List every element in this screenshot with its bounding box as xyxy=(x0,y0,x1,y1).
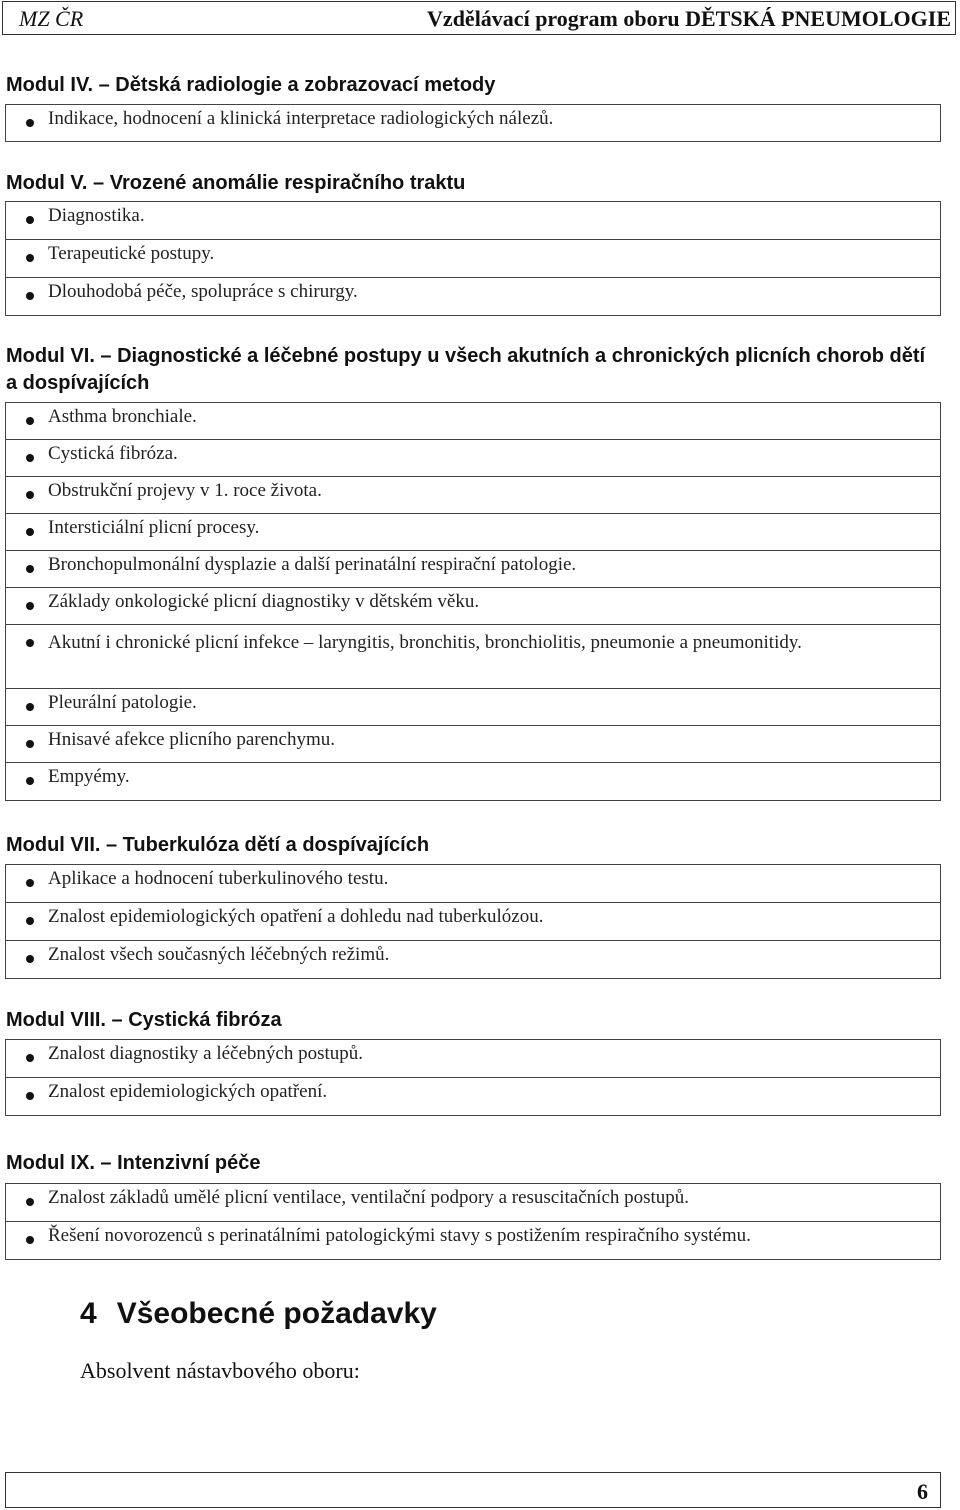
bullet-icon xyxy=(26,254,34,262)
bullet-icon xyxy=(26,917,34,925)
module-vii-list xyxy=(5,864,941,979)
bullet-icon xyxy=(26,1198,34,1206)
list-item: Terapeutické postupy. xyxy=(6,240,941,278)
section-title-text: Všeobecné požadavky xyxy=(116,1297,437,1330)
module-heading-vi: Modul VI. – Diagnostické a léčebné postupy u všech akutních a chronických plicních chorob dětí a dospívajících xyxy=(6,345,926,394)
list-item: Indikace, hodnocení a klinická interpretace radiologických nálezů. xyxy=(6,105,941,142)
bullet-icon xyxy=(26,454,34,462)
header-program-title: Vzdělávací program oboru DĚTSKÁ PNEUMOLOGIE xyxy=(427,6,951,31)
list-item: Dlouhodobá péče, spolupráce s chirurgy. xyxy=(6,278,941,316)
bullet-icon xyxy=(26,528,34,536)
bullet-icon xyxy=(26,777,34,785)
list-item: Pleurální patologie. xyxy=(6,689,941,726)
bullet-icon xyxy=(26,417,34,425)
module-vi-list xyxy=(5,402,941,801)
module-heading-v: Modul V. – Vrozené anomálie respiračního traktu xyxy=(6,172,466,194)
bullet-icon xyxy=(26,491,34,499)
list-item: Bronchopulmonální dysplazie a další perinatální respirační patologie. xyxy=(6,551,941,588)
list-item: Asthma bronchiale. xyxy=(6,403,941,440)
bullet-icon xyxy=(26,703,34,711)
list-item: Hnisavé afekce plicního parenchymu. xyxy=(6,726,941,763)
section-title xyxy=(80,1297,437,1331)
bullet-icon xyxy=(26,639,34,647)
module-viii-list xyxy=(5,1039,941,1116)
list-item: Empyémy. xyxy=(6,763,941,801)
module-heading-iv: Modul IV. – Dětská radiologie a zobrazovací metody xyxy=(6,74,496,96)
list-item: Intersticiální plicní procesy. xyxy=(6,514,941,551)
bullet-icon xyxy=(26,955,34,963)
page-header xyxy=(2,1,956,35)
bullet-icon xyxy=(26,1236,34,1244)
intro-text: Absolvent nástavbového oboru: xyxy=(80,1358,360,1383)
bullet-icon xyxy=(26,879,34,887)
bullet-icon xyxy=(26,740,34,748)
list-item: Cystická fibróza. xyxy=(6,440,941,477)
list-item: Obstrukční projevy v 1. roce života. xyxy=(6,477,941,514)
module-heading-ix: Modul IX. – Intenzivní péče xyxy=(6,1152,261,1174)
bullet-icon xyxy=(26,602,34,610)
list-item: Znalost základů umělé plicní ventilace, ventilační podpory a resuscitačních postupů. xyxy=(6,1184,941,1222)
module-iv-list xyxy=(5,104,941,142)
bullet-icon xyxy=(26,1054,34,1062)
list-item: Znalost epidemiologických opatření a dohledu nad tuberkulózou. xyxy=(6,903,941,941)
list-item: Diagnostika. xyxy=(6,202,941,240)
list-item: Znalost všech současných léčebných režimů. xyxy=(6,941,941,979)
list-item: Znalost diagnostiky a léčebných postupů. xyxy=(6,1040,941,1078)
list-item: Řešení novorozenců s perinatálními patologickými stavy s postižením respiračního systému. xyxy=(6,1222,941,1260)
list-item: Základy onkologické plicní diagnostiky v dětském věku. xyxy=(6,588,941,625)
bullet-icon xyxy=(26,216,34,224)
list-item: Akutní i chronické plicní infekce – laryngitis, bronchitis, bronchiolitis, pneumonie a pneumonitidy. xyxy=(6,625,941,689)
page-number: 6 xyxy=(917,1479,928,1504)
bullet-icon xyxy=(26,119,34,127)
section-number: 4 xyxy=(80,1297,97,1330)
header-ministry: MZ ČR xyxy=(19,6,84,31)
bullet-icon xyxy=(26,565,34,573)
module-heading-viii: Modul VIII. – Cystická fibróza xyxy=(6,1009,282,1031)
page-footer xyxy=(5,1472,941,1508)
bullet-icon xyxy=(26,1092,34,1100)
module-v-list xyxy=(5,201,941,316)
list-item: Znalost epidemiologických opatření. xyxy=(6,1078,941,1116)
module-ix-list xyxy=(5,1183,941,1260)
module-heading-vii: Modul VII. – Tuberkulóza dětí a dospívajících xyxy=(6,834,430,856)
list-item: Aplikace a hodnocení tuberkulinového testu. xyxy=(6,865,941,903)
bullet-icon xyxy=(26,292,34,300)
